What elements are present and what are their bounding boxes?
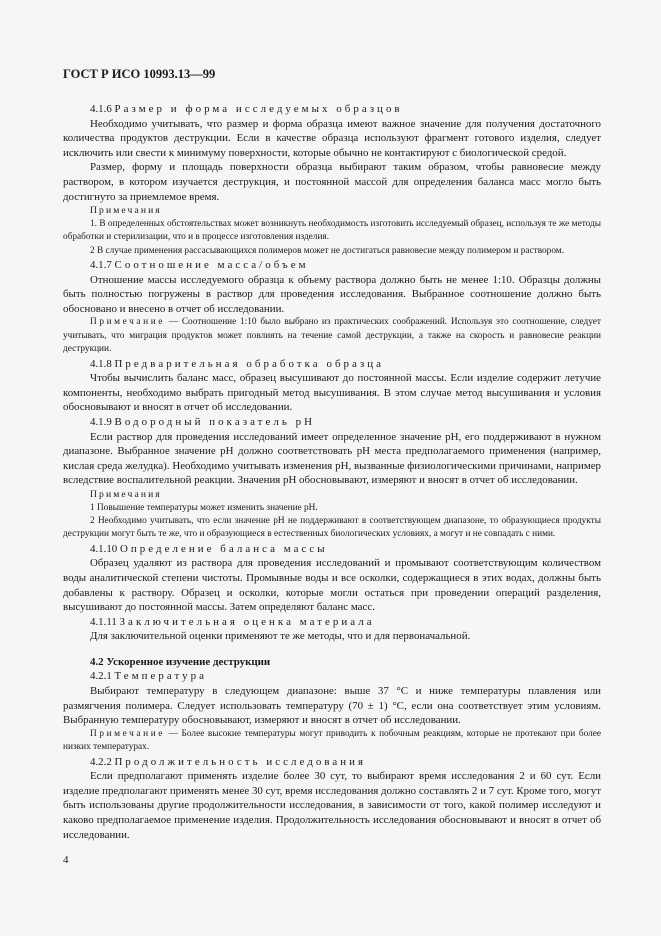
- section-heading: 4.2 Ускоренное изучение деструкции: [90, 655, 271, 668]
- subsection-title: Соотношение масса/объем: [114, 258, 309, 271]
- section-gap: [63, 644, 601, 655]
- subsection-number: 4.2.1: [90, 670, 115, 683]
- document-body: [63, 102, 601, 842]
- subsection-heading: [63, 615, 601, 630]
- note: [63, 502, 601, 515]
- subsection-title: Продолжительность исследования: [114, 755, 367, 768]
- subsection-heading: [63, 258, 601, 273]
- paragraph: Необходимо учитывать, что размер и форма образца имеют важное значение для получения достаточного количества продуктов деструкции. Если в качестве образца используют фрагмент готового изделия, следует исключить или свести к минимуму поверхности, которые обычно не контактируют с биологической средой.: [63, 117, 601, 159]
- paragraph: Размер, форму и площадь поверхности образца выбирают таким образом, чтобы равновесие между раствором, в котором изучается деструкция, и постоянной массой для определения баланса масс могло быть достигнуто за приемлемое время.: [63, 161, 601, 203]
- subsection-number: 4.2.2: [90, 755, 115, 768]
- paragraph: Если раствор для проведения исследований имеет определенное значение pH, его поддерживают в нужном диапазоне. Выбранное значение pH должно соответствовать pH места предполагаемого применения (например, кислая среда желудка). Необходимо учитывать изменения pH, вызванные физиологическими причинами, например вследствие воспалительной реакции. Значения pH обосновывают, измеряют и вносят в отчет об исследовании.: [63, 430, 601, 487]
- subsection-title: Предварительная обработка образца: [114, 357, 385, 370]
- note: [63, 515, 601, 542]
- subsection-title: Температура: [114, 670, 208, 683]
- subsection-title: Водородный показатель pH: [114, 415, 316, 428]
- paragraph: Отношение массы исследуемого образца к объему раствора должно быть не менее 1:10. Образцы должны быть полностью погружены в раствор для проведения исследования. Выбранное соотношение должно быть обосновано и внесено в отчет об исследовании.: [63, 273, 601, 315]
- subsection-heading: [63, 542, 601, 557]
- paragraph: Чтобы вычислить баланс масс, образец высушивают до постоянной массы. Если изделие содержит летучие компоненты, необходимо выбрать пригодный метод высушивания. В этом случае метод высушивания и условия обосновывают и вносят в отчет об исследовании.: [63, 372, 601, 414]
- subsection-number: 4.1.8: [90, 357, 115, 370]
- paragraph: Для заключительной оценки применяют те же методы, что и для первоначальной.: [90, 630, 471, 643]
- subsection-number: 4.1.9: [90, 415, 115, 428]
- paragraph: Если предполагают применять изделие более 30 сут, то выбирают время исследования 2 и 60 сут. Если изделие предполагают применять менее 30 сут, время исследования должно составлять 2 и 7 сут. Кроме того, могут быть использованы другие продолжительности исследования, в зависимости от того, какой полимер исследуют и каково предполагаемое применение изделия. Продолжительность исследования обосновывают и вносят в отчет об исследовании.: [63, 770, 601, 841]
- subsection-heading: [63, 669, 601, 684]
- paragraph: Образец удаляют из раствора для проведения исследований и промывают соответствующим количеством воды аналитической степени чистоты. Промывные воды и все осколки, содержащиеся в этих водах, должны быть добавлены к раствору. Образец и осколки, которые могли остаться при проведении операций разделения, высушивают до постоянной массы. Затем определяют баланс масс.: [63, 557, 601, 614]
- subsection-title: Определение баланса массы: [119, 542, 328, 555]
- subsection-heading: [63, 755, 601, 770]
- note-body: — Соотношение 1:10 было выбрано из практических соображений. Используя это соотношение, следует учитывать, что миграция продуктов может повлиять на течение самой деструкции, а также на скорость и равновесие реакции деструкции.: [63, 317, 601, 355]
- subsection-heading: [63, 102, 601, 117]
- paragraph: Выбирают температуру в следующем диапазоне: выше 37 °С и ниже температуры плавления или размягчения полимера. Следует использовать температуру (70 ± 1) °С, если она соответствует этим условиям. Выбранную температуру обосновывают, измеряют и вносят в отчет об исследовании.: [63, 685, 601, 727]
- note: [63, 218, 601, 245]
- note-label: Примечание: [90, 317, 166, 328]
- subsection-title: Заключительная оценка материала: [119, 615, 375, 628]
- note: [63, 316, 601, 356]
- notes-title: Примечания: [90, 205, 162, 217]
- subsection-heading: [63, 357, 601, 372]
- subsection-number: 4.1.6: [90, 103, 115, 115]
- subsection-title: Размер и форма исследуемых образцов: [114, 103, 403, 115]
- note-label: Примечание: [90, 728, 166, 739]
- subsection-number: 4.1.7: [90, 258, 115, 271]
- page-number: 4: [63, 854, 69, 866]
- note: [63, 245, 601, 258]
- note-body: — Более высокие температуры могут приводить к побочным реакциям, которые не протекают при более низких температурах.: [63, 728, 601, 753]
- note-text: 1 Повышение температуры может изменить значение pH.: [90, 502, 318, 513]
- notes-title: Примечания: [90, 488, 162, 500]
- note-text: [63, 728, 601, 755]
- note: [63, 728, 601, 755]
- subsection-heading: [63, 415, 601, 430]
- subsection-number: 4.1.10: [90, 542, 120, 555]
- note-text: 1. В определенных обстоятельствах может возникнуть необходимость изготовить исследуемый образец, используя те же методы обработки и стерилизации, что и в процессе изготовления изделия.: [63, 218, 601, 243]
- note-text: 2 В случае применения рассасывающихся полимеров может не достигаться равновесие между полимером и раствором.: [90, 245, 565, 256]
- document-header: ГОСТ Р ИСО 10993.13—99: [63, 67, 216, 81]
- note-text: [63, 316, 601, 356]
- note-text: 2 Необходимо учитывать, что если значение pH не поддерживают в соответствующем диапазоне, то образующиеся продукты деструкции могут быть те же, что и образующиеся в естественных биологических условиях, а могут и не совпадать с ними.: [63, 515, 601, 540]
- subsection-number: 4.1.11: [90, 615, 120, 628]
